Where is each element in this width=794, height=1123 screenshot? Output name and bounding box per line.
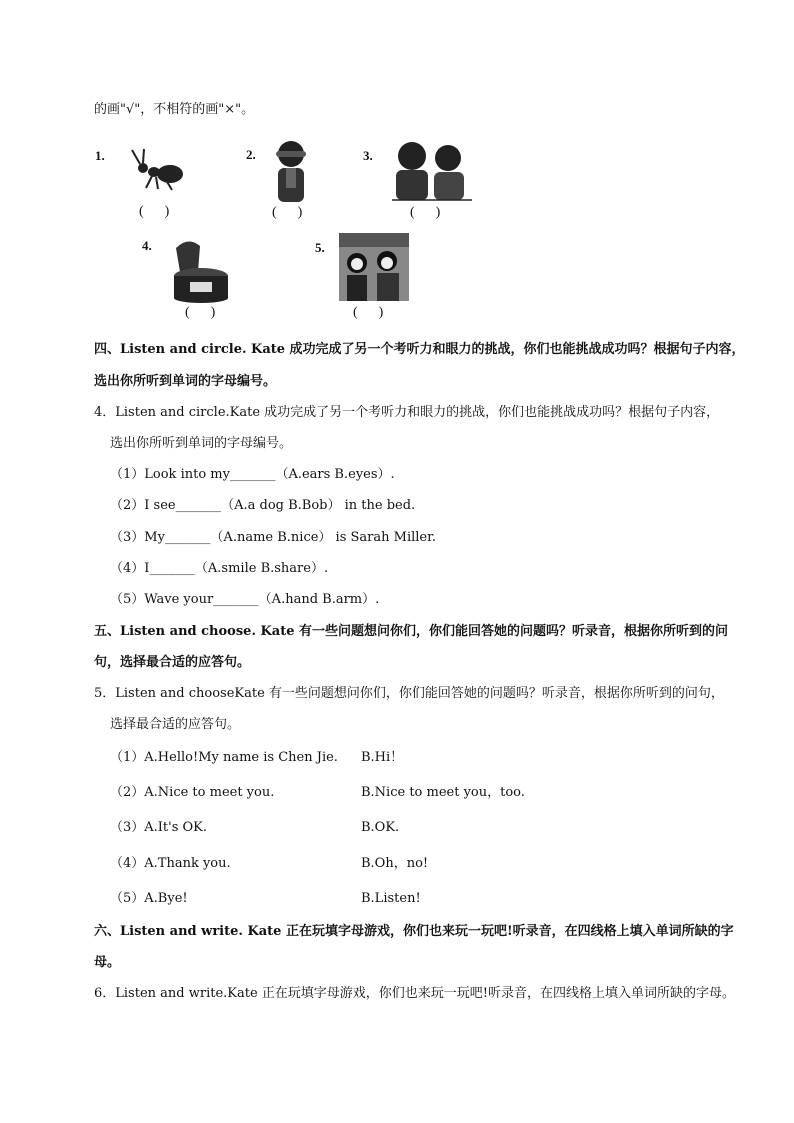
list-item: （5）Wave your_______（A.hand B.arm）.	[110, 592, 380, 607]
instruction-continuation: 的画"√"，不相符的画"×"。	[94, 102, 255, 117]
option-b: B.OK.	[361, 820, 400, 835]
option-a: （3）A.It's OK.	[110, 820, 208, 835]
classroom-picture	[339, 233, 409, 301]
item-number: 1.	[95, 148, 105, 163]
option-b: B.Oh，no!	[361, 856, 429, 871]
item-number: 2.	[246, 147, 256, 162]
option-a: （2）A.Nice to meet you.	[110, 785, 275, 800]
option-b: B.Nice to meet you，too.	[361, 785, 525, 800]
child-picture	[266, 138, 316, 204]
box-picture	[166, 236, 236, 304]
option-b: B.Hi！	[361, 750, 404, 765]
two-children-picture	[392, 140, 474, 202]
option-a: （5）A.Bye!	[110, 891, 188, 906]
answer-blank[interactable]: ( )	[272, 205, 303, 220]
answer-blank[interactable]: ( )	[185, 305, 216, 320]
section5-heading-cont: 句，选择最合适的应答句。	[94, 655, 251, 670]
option-b: B.Listen!	[361, 891, 421, 906]
question-4-prompt: 4．Listen and circle.Kate 成功完成了另一个考听力和眼力的挑战，你们也能挑战成功吗？根据句子内容，	[94, 405, 720, 420]
section6-heading: 六、Listen and write. Kate 正在玩填字母游戏，你们也来玩一玩吧!听录音，在四线格上填入单词所缺的字	[94, 924, 734, 939]
list-item: （1）Look into my_______（A.ears B.eyes）.	[110, 467, 395, 482]
question-6-prompt: 6．Listen and write.Kate 正在玩填字母游戏，你们也来玩一玩吧!听录音，在四线格上填入单词所缺的字母。	[94, 986, 736, 1001]
question-5-prompt: 5．Listen and chooseKate 有一些问题想问你们，你们能回答她的问题吗？听录音，根据你所听到的问句，	[94, 686, 724, 701]
list-item: （4）I_______（A.smile B.share）.	[110, 561, 329, 576]
option-a: （1）A.Hello!My name is Chen Jie.	[110, 750, 338, 765]
ant-picture	[126, 146, 186, 191]
section4-heading-cont: 选出你所听到单词的字母编号。	[94, 374, 277, 389]
question-5-prompt-cont: 选择最合适的应答句。	[110, 717, 241, 732]
section6-heading-cont: 母。	[94, 955, 121, 970]
answer-blank[interactable]: ( )	[353, 305, 384, 320]
question-4-prompt-cont: 选出你所听到单词的字母编号。	[110, 436, 293, 451]
list-item: （2）I see_______（A.a dog B.Bob） in the bed.	[110, 498, 416, 513]
section4-heading: 四、Listen and circle. Kate 成功完成了另一个考听力和眼力的挑战，你们也能挑战成功吗？根据句子内容，	[94, 342, 745, 357]
section5-heading: 五、Listen and choose. Kate 有一些问题想问你们，你们能回答她的问题吗？听录音，根据你所听到的问	[94, 624, 729, 639]
answer-blank[interactable]: ( )	[410, 205, 441, 220]
item-number: 4.	[142, 238, 152, 253]
option-a: （4）A.Thank you.	[110, 856, 231, 871]
list-item: （3）My_______（A.name B.nice） is Sarah Miller.	[110, 530, 437, 545]
answer-blank[interactable]: ( )	[139, 204, 170, 219]
item-number: 5.	[315, 240, 325, 255]
item-number: 3.	[363, 148, 373, 163]
